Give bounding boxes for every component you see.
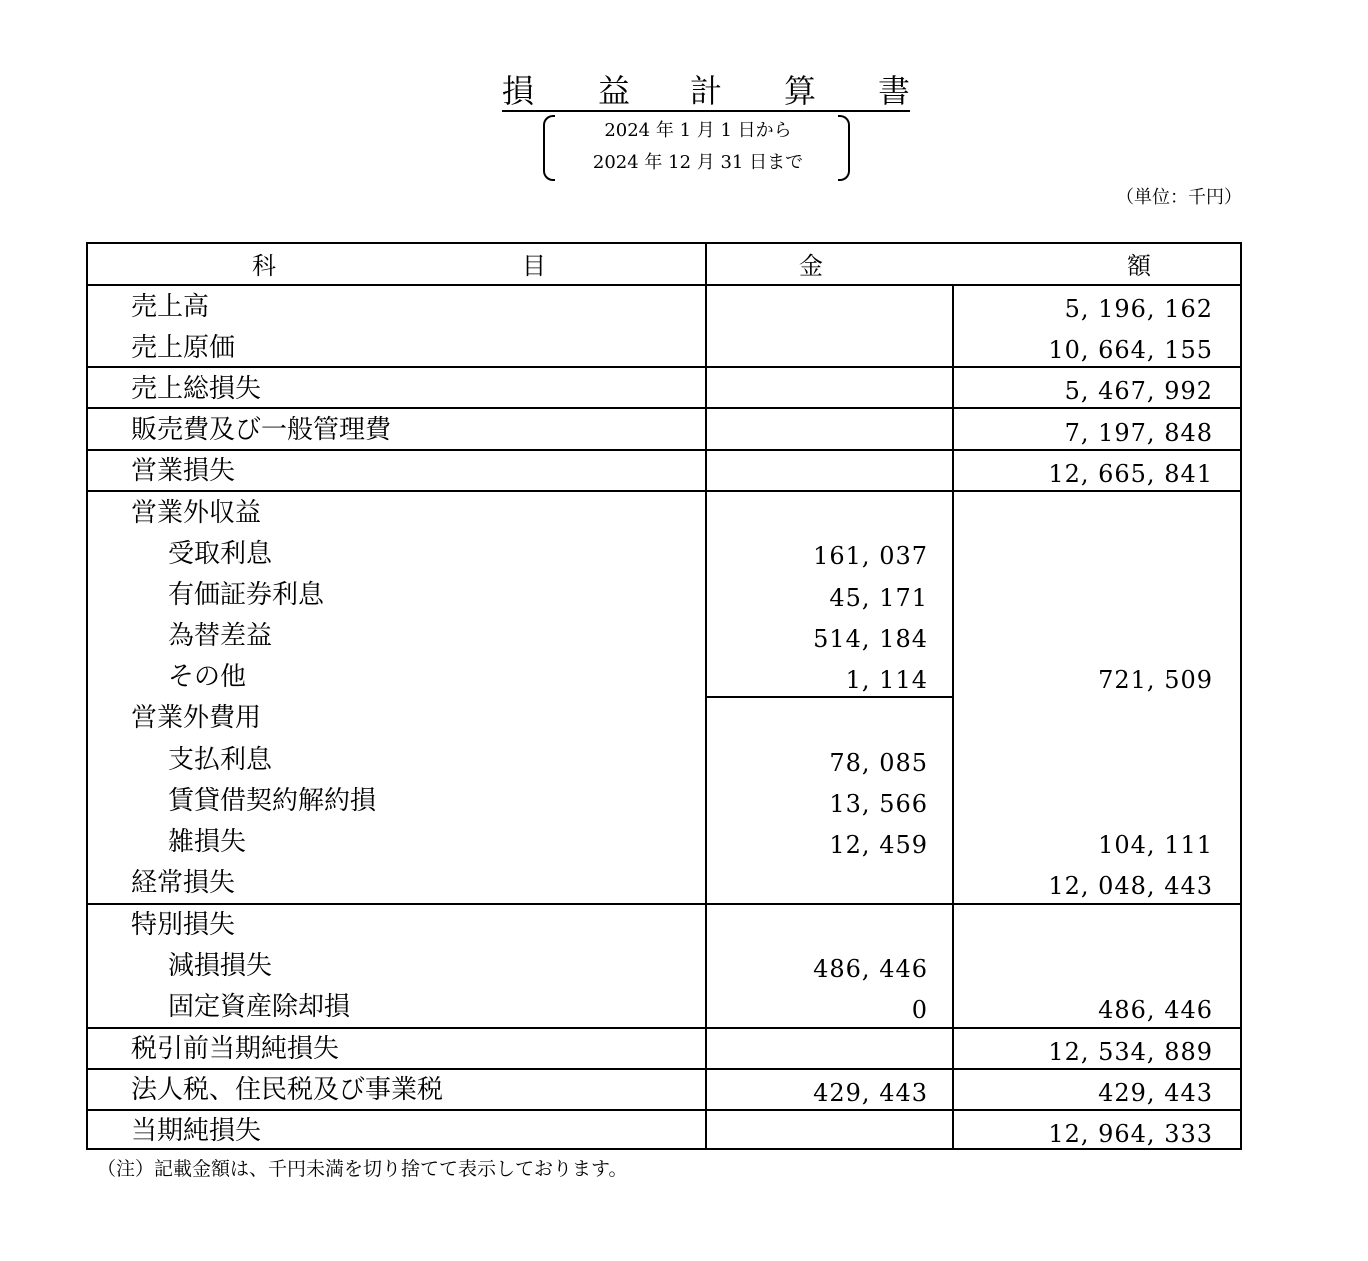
- row-total: 486, 446: [1098, 996, 1213, 1024]
- row-label: 固定資産除却損: [168, 992, 351, 1022]
- row-detail: 12, 459: [829, 831, 928, 859]
- row-label: 当期純損失: [131, 1116, 262, 1146]
- row-label: 減損損失: [168, 951, 273, 981]
- row-label: 受取利息: [168, 539, 273, 569]
- row-total: 12, 665, 841: [1048, 460, 1213, 488]
- period-bracket-left: [543, 115, 555, 181]
- row-rule: [88, 407, 1240, 409]
- row-rule: [88, 1027, 1240, 1029]
- header-subject-2: 目: [522, 252, 546, 280]
- row-rule: [88, 366, 1240, 368]
- period-bracket-right: [838, 115, 850, 181]
- subtotal-rule: [705, 696, 954, 698]
- row-total: 5, 196, 162: [1064, 295, 1213, 323]
- row-total: 7, 197, 848: [1064, 419, 1213, 447]
- row-total: 721, 509: [1098, 666, 1213, 694]
- row-detail: 429, 443: [813, 1079, 928, 1107]
- income-statement-table: [86, 242, 1242, 1150]
- header-subject-1: 科: [252, 252, 276, 280]
- row-total: 429, 443: [1098, 1079, 1213, 1107]
- row-total: 12, 964, 333: [1048, 1120, 1213, 1148]
- title-char: 算: [784, 72, 817, 110]
- row-total: 12, 534, 889: [1048, 1038, 1213, 1066]
- row-total: 5, 467, 992: [1064, 377, 1213, 405]
- row-label: 為替差益: [168, 621, 273, 651]
- column-divider: [952, 285, 954, 1148]
- row-total: 10, 664, 155: [1048, 336, 1213, 364]
- row-detail: 13, 566: [829, 790, 928, 818]
- row-rule: [88, 1109, 1240, 1111]
- row-total: 104, 111: [1098, 831, 1213, 859]
- row-label: その他: [168, 662, 247, 692]
- unit-label: （単位：千円）: [1116, 187, 1242, 208]
- header-amount-1: 金: [799, 252, 823, 280]
- row-detail: 486, 446: [813, 955, 928, 983]
- row-label: 販売費及び一般管理費: [131, 415, 392, 445]
- row-detail: 0: [911, 996, 928, 1024]
- row-label: 雑損失: [168, 827, 247, 857]
- row-rule: [88, 903, 1240, 905]
- header-rule: [88, 284, 1240, 286]
- row-label: 営業外収益: [131, 498, 262, 528]
- title-char: 益: [598, 72, 631, 110]
- footnote: （注）記載金額は、千円未満を切り捨てて表示しております。: [97, 1158, 628, 1180]
- row-label: 支払利息: [168, 745, 273, 775]
- row-detail: 1, 114: [845, 666, 928, 694]
- row-label: 税引前当期純損失: [131, 1034, 340, 1064]
- row-rule: [88, 449, 1240, 451]
- row-label: 特別損失: [131, 910, 236, 940]
- period-to: 2024 年 12 月 31 日まで: [592, 152, 804, 173]
- row-label: 法人税、住民税及び事業税: [131, 1075, 444, 1105]
- row-label: 営業外費用: [131, 703, 262, 733]
- row-detail: 161, 037: [813, 542, 928, 570]
- row-rule: [88, 490, 1240, 492]
- period-from: 2024 年 1 月 1 日から: [604, 120, 792, 141]
- row-label: 売上総損失: [131, 374, 262, 404]
- title-char: 計: [690, 72, 723, 110]
- row-label: 売上原価: [131, 333, 236, 363]
- title-char: 書: [878, 72, 911, 110]
- row-label: 営業損失: [131, 456, 236, 486]
- title-char: 損: [502, 72, 535, 110]
- row-label: 賃貸借契約解約損: [168, 786, 377, 816]
- row-rule: [88, 1068, 1240, 1070]
- row-label: 経常損失: [131, 868, 236, 898]
- row-detail: 78, 085: [829, 749, 928, 777]
- header-amount-2: 額: [1127, 252, 1151, 280]
- page-title: [502, 72, 910, 112]
- row-label: 売上高: [131, 292, 210, 322]
- row-detail: 45, 171: [829, 584, 928, 612]
- row-detail: 514, 184: [813, 625, 928, 653]
- row-total: 12, 048, 443: [1048, 872, 1213, 900]
- row-label: 有価証券利息: [168, 580, 325, 610]
